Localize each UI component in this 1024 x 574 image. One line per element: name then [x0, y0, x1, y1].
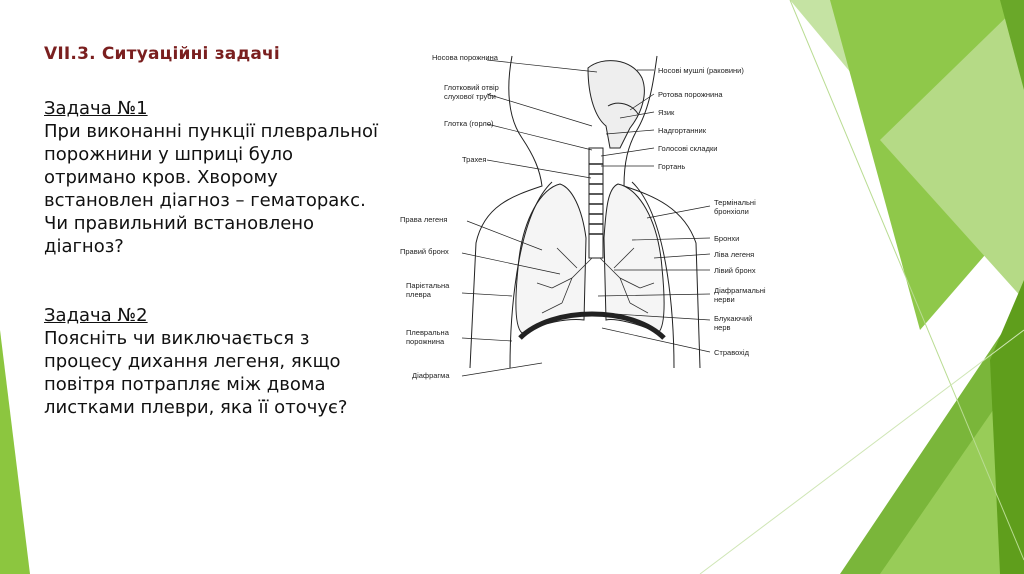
right-lung	[516, 184, 586, 333]
label-terminal: Термінальні	[714, 198, 756, 207]
task-2	[44, 304, 400, 419]
left-lung	[604, 184, 664, 333]
label-auditory-tube: слухової труби	[444, 92, 496, 101]
label-bronchioles: бронхіоли	[714, 207, 749, 216]
label-larynx: Гортань	[658, 162, 686, 171]
label-vagus: Блукаючий	[714, 314, 753, 323]
label-epiglottis: Надгортанник	[658, 126, 706, 135]
label-nasal-conchae: Носові мушлі (раковини)	[658, 66, 744, 75]
label-trachea: Трахея	[462, 155, 487, 164]
label-nerves: нерви	[714, 295, 735, 304]
label-vocal-folds: Голосові складки	[658, 144, 718, 153]
task-1-line: При виконанні пункції плевральної	[44, 121, 378, 142]
task-2-line: повітря потрапляє між двома	[44, 374, 326, 395]
deco-left-strip	[0, 330, 30, 574]
label-tongue: Язик	[658, 108, 675, 117]
task-2-line: листками плеври, яка її оточує?	[44, 397, 348, 418]
label-esophagus: Стравохід	[714, 348, 749, 357]
label-pleural: Плевральна	[406, 328, 449, 337]
label-pharynx: Глотка (горло)	[444, 119, 494, 128]
task-2-line: процесу дихання легеня, якщо	[44, 351, 341, 372]
label-right-lung: Права легеня	[400, 215, 448, 224]
task-1-line: діагноз?	[44, 236, 124, 257]
nasal-cavity	[588, 61, 644, 148]
label-left-lung: Ліва легеня	[714, 250, 755, 259]
label-left-bronchus: Лівий бронх	[714, 266, 756, 275]
label-phrenic: Діафрагмальні	[714, 286, 766, 295]
label-oral-cavity: Ротова порожнина	[658, 90, 723, 99]
label-cavity: порожнина	[406, 337, 445, 346]
label-nasal-cavity: Носова порожнина	[432, 53, 498, 62]
label-nerve: нерв	[714, 323, 731, 332]
slide-title: VII.3. Ситуаційні задачі	[44, 44, 280, 64]
task-1-line: порожнини у шприці було	[44, 144, 294, 165]
task-1-heading: Задача №1	[44, 98, 148, 119]
label-parietal: Парієтальна	[406, 281, 450, 290]
label-bronchi: Бронхи	[714, 234, 740, 243]
task-1-line: отримано кров. Хворому	[44, 167, 278, 188]
task-1-line: встановлен діагноз – гематоракс.	[44, 190, 366, 211]
label-diaphragm: Діафрагма	[412, 371, 450, 380]
task-1-line: Чи правильний встановлено	[44, 213, 315, 234]
task-2-line: Поясніть чи виключається з	[44, 328, 310, 349]
task-1	[44, 97, 400, 258]
task-2-heading: Задача №2	[44, 305, 148, 326]
label-pleura: плевра	[406, 290, 431, 299]
label-pharyngeal-opening: Глотковий отвір	[444, 83, 499, 92]
label-right-bronchus: Правий бронх	[400, 247, 449, 256]
respiratory-system-diagram	[392, 38, 792, 388]
